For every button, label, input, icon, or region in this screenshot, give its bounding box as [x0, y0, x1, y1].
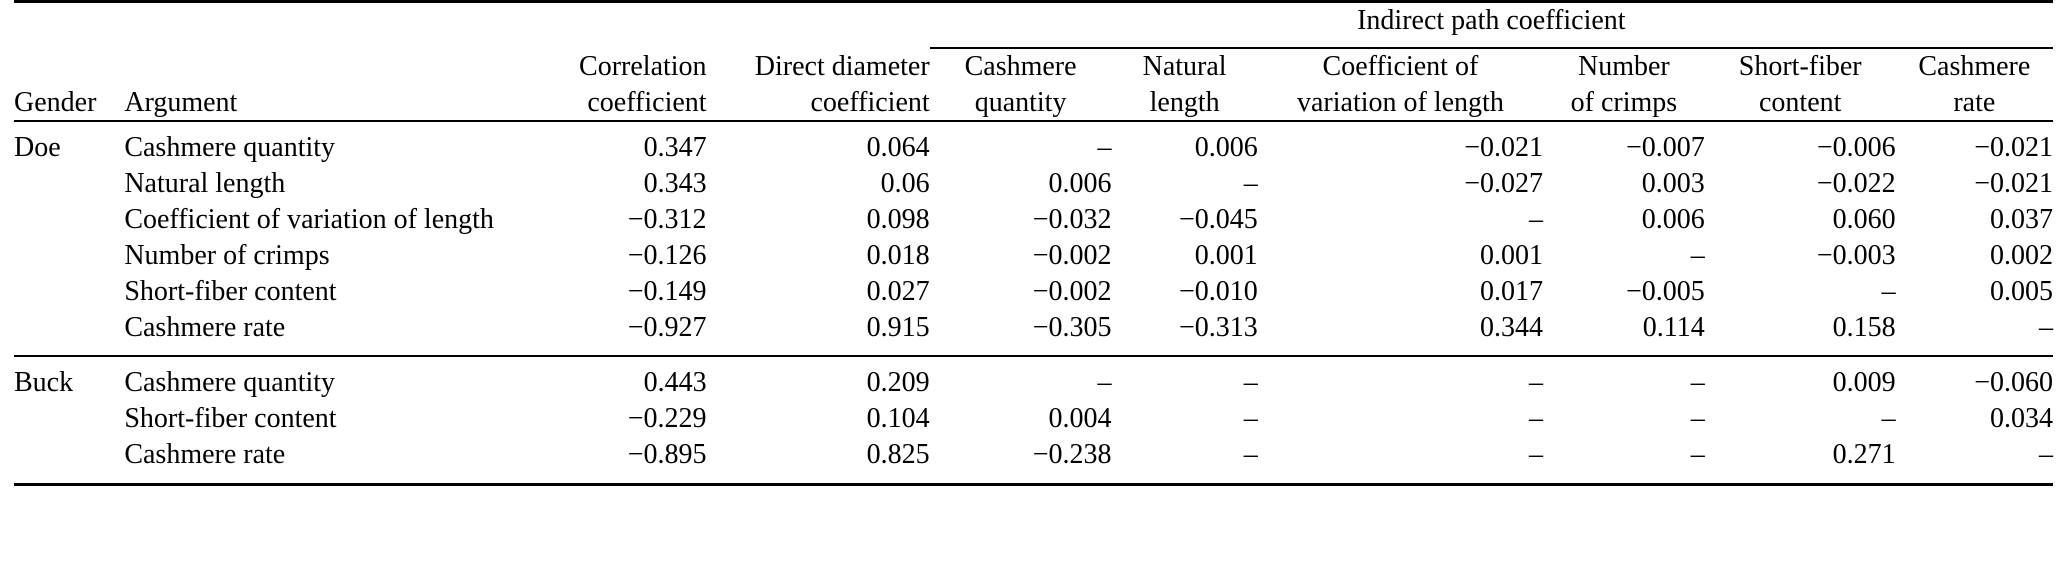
row-direct: 0.098: [866, 204, 930, 236]
subheader-crimps-line2: of crimps: [1570, 86, 1678, 118]
table-bottom-rule: [14, 484, 2053, 486]
row-direct: 0.915: [866, 311, 930, 343]
subheader-cashmere-rate: [1896, 49, 2053, 122]
row-indirect-4: 0.114: [1642, 311, 1705, 343]
header-correlation-line2: coefficient: [587, 86, 707, 118]
row-indirect-1: −0.032: [1032, 204, 1112, 236]
subheader-cvl-line2: variation of length: [1296, 86, 1504, 118]
row-correlation: −0.149: [627, 275, 707, 307]
row-argument: Cashmere rate: [124, 311, 286, 343]
row-correlation: −0.126: [627, 239, 707, 271]
subheader-cashmere-quantity: [930, 49, 1112, 122]
row-indirect-4: –: [1690, 439, 1705, 471]
row-indirect-2: −0.010: [1178, 275, 1258, 307]
row-argument: Coefficient of variation of length: [124, 204, 494, 236]
row-indirect-3: 0.001: [1480, 239, 1544, 271]
row-indirect-5: 0.009: [1705, 356, 1896, 401]
header-gender: Gender: [14, 2, 124, 122]
subheader-rate-line2: rate: [1953, 86, 1996, 118]
row-direct: 0.825: [866, 439, 930, 471]
table-row: [14, 437, 2053, 484]
row-correlation: −0.312: [627, 204, 707, 236]
row-indirect-2: –: [1243, 439, 1258, 471]
row-correlation: 0.347: [501, 121, 706, 166]
row-indirect-1: −0.002: [1032, 275, 1112, 307]
header-correlation-line1: Correlation: [579, 50, 707, 82]
table-row: [14, 202, 2053, 238]
subheader-crimps-line1: Number: [1578, 50, 1670, 82]
subheader-rate-line1: Cashmere: [1918, 50, 2031, 82]
row-indirect-6: 0.037: [1990, 204, 2053, 236]
table-header-row-1: [14, 2, 2053, 49]
header-indirect-label: Indirect path coefficient: [930, 3, 2053, 49]
row-gender: [14, 401, 124, 437]
table-row: [14, 166, 2053, 202]
subheader-sfc-line2: content: [1758, 86, 1842, 118]
row-indirect-2: −0.045: [1178, 204, 1258, 236]
row-indirect-5: −0.003: [1816, 239, 1896, 271]
row-indirect-1: –: [930, 356, 1112, 401]
row-indirect-2: –: [1243, 168, 1258, 200]
header-direct-line2: coefficient: [810, 86, 930, 118]
row-indirect-5: 0.271: [1832, 439, 1896, 471]
row-direct: 0.018: [866, 239, 930, 271]
row-indirect-6: 0.005: [1990, 275, 2053, 307]
subheader-coefficient-variation-length: [1258, 49, 1543, 122]
subheader-number-of-crimps: [1543, 49, 1705, 122]
row-indirect-4: –: [1543, 356, 1705, 401]
row-indirect-1: −0.238: [1032, 439, 1112, 471]
row-argument: Short-fiber content: [124, 403, 337, 435]
row-gender: [14, 238, 124, 274]
row-gender: [14, 274, 124, 310]
row-indirect-1: −0.305: [1032, 311, 1112, 343]
row-indirect-3: –: [1529, 204, 1544, 236]
row-argument: Cashmere rate: [124, 439, 286, 471]
row-gender: [14, 310, 124, 357]
row-indirect-3: −0.021: [1258, 121, 1543, 166]
subheader-short-fiber-content: [1705, 49, 1896, 122]
header-direct-line1: Direct diameter: [754, 50, 930, 82]
row-indirect-1: 0.004: [1048, 403, 1112, 435]
table-row: [14, 121, 2053, 166]
row-indirect-4: −0.005: [1625, 275, 1705, 307]
subheader-sfc-line1: Short-fiber: [1738, 50, 1862, 82]
row-indirect-3: 0.017: [1480, 275, 1544, 307]
row-gender: [14, 202, 124, 238]
table-row: [14, 356, 2053, 401]
subheader-natural-length-line2: length: [1149, 86, 1220, 118]
row-indirect-6: –: [2039, 439, 2053, 471]
row-argument: Cashmere quantity: [124, 356, 501, 401]
row-correlation: −0.229: [627, 403, 707, 435]
row-indirect-6: 0.034: [1990, 403, 2053, 435]
row-indirect-1: 0.006: [1048, 168, 1112, 200]
row-indirect-2: –: [1243, 403, 1258, 435]
row-indirect-3: 0.344: [1480, 311, 1544, 343]
row-indirect-5: –: [1881, 403, 1896, 435]
row-indirect-2: 0.001: [1194, 239, 1258, 271]
row-direct: 0.027: [866, 275, 930, 307]
row-argument: Natural length: [124, 168, 286, 200]
row-correlation: −0.895: [627, 439, 707, 471]
row-indirect-4: −0.007: [1543, 121, 1705, 166]
row-gender: Buck: [14, 356, 124, 401]
row-indirect-5: –: [1881, 275, 1896, 307]
subheader-natural-length-line1: Natural: [1142, 50, 1227, 82]
table-row: [14, 310, 2053, 357]
row-indirect-3: –: [1258, 356, 1543, 401]
row-gender: [14, 437, 124, 484]
bottom-rule-cell: [14, 484, 2053, 486]
header-indirect-path-coefficient: [930, 2, 2053, 49]
table-row: [14, 238, 2053, 274]
row-indirect-4: 0.006: [1641, 204, 1705, 236]
row-indirect-5: −0.022: [1816, 168, 1896, 200]
header-argument: Argument: [124, 2, 501, 122]
row-direct: 0.209: [707, 356, 930, 401]
table-row: [14, 401, 2053, 437]
row-correlation: −0.927: [627, 311, 707, 343]
row-indirect-6: −0.060: [1896, 356, 2053, 401]
row-correlation: 0.343: [643, 168, 707, 200]
row-indirect-3: −0.027: [1464, 168, 1544, 200]
header-correlation-coefficient: [501, 2, 706, 122]
row-indirect-3: –: [1529, 439, 1544, 471]
row-indirect-2: 0.006: [1111, 121, 1257, 166]
subheader-cvl-line1: Coefficient of: [1322, 50, 1479, 82]
row-direct: 0.064: [707, 121, 930, 166]
row-indirect-6: −0.021: [1896, 121, 2053, 166]
row-argument: Short-fiber content: [124, 275, 337, 307]
row-indirect-1: –: [930, 121, 1112, 166]
row-indirect-1: −0.002: [1032, 239, 1112, 271]
subheader-cashmere-quantity-line2: quantity: [974, 86, 1067, 118]
row-indirect-5: 0.158: [1832, 311, 1896, 343]
row-gender: Doe: [14, 121, 124, 166]
row-direct: 0.104: [866, 403, 930, 435]
row-direct: 0.06: [880, 168, 930, 200]
row-indirect-6: −0.021: [1974, 168, 2053, 200]
subheader-natural-length: [1111, 49, 1257, 122]
row-gender: [14, 166, 124, 202]
row-argument: Number of crimps: [124, 239, 330, 271]
row-indirect-6: –: [2039, 311, 2053, 343]
row-indirect-2: −0.313: [1178, 311, 1258, 343]
row-indirect-4: –: [1690, 403, 1705, 435]
header-direct-diameter-coefficient: [707, 2, 930, 122]
row-indirect-5: −0.006: [1705, 121, 1896, 166]
row-argument: Cashmere quantity: [124, 121, 501, 166]
row-indirect-4: 0.003: [1641, 168, 1705, 200]
row-indirect-3: –: [1529, 403, 1544, 435]
subheader-cashmere-quantity-line1: Cashmere: [964, 50, 1077, 82]
path-coefficient-table: [14, 0, 2053, 486]
row-indirect-4: –: [1690, 239, 1705, 271]
row-indirect-2: –: [1111, 356, 1257, 401]
row-correlation: 0.443: [501, 356, 706, 401]
row-indirect-5: 0.060: [1832, 204, 1896, 236]
row-indirect-6: 0.002: [1990, 239, 2053, 271]
table-row: [14, 274, 2053, 310]
